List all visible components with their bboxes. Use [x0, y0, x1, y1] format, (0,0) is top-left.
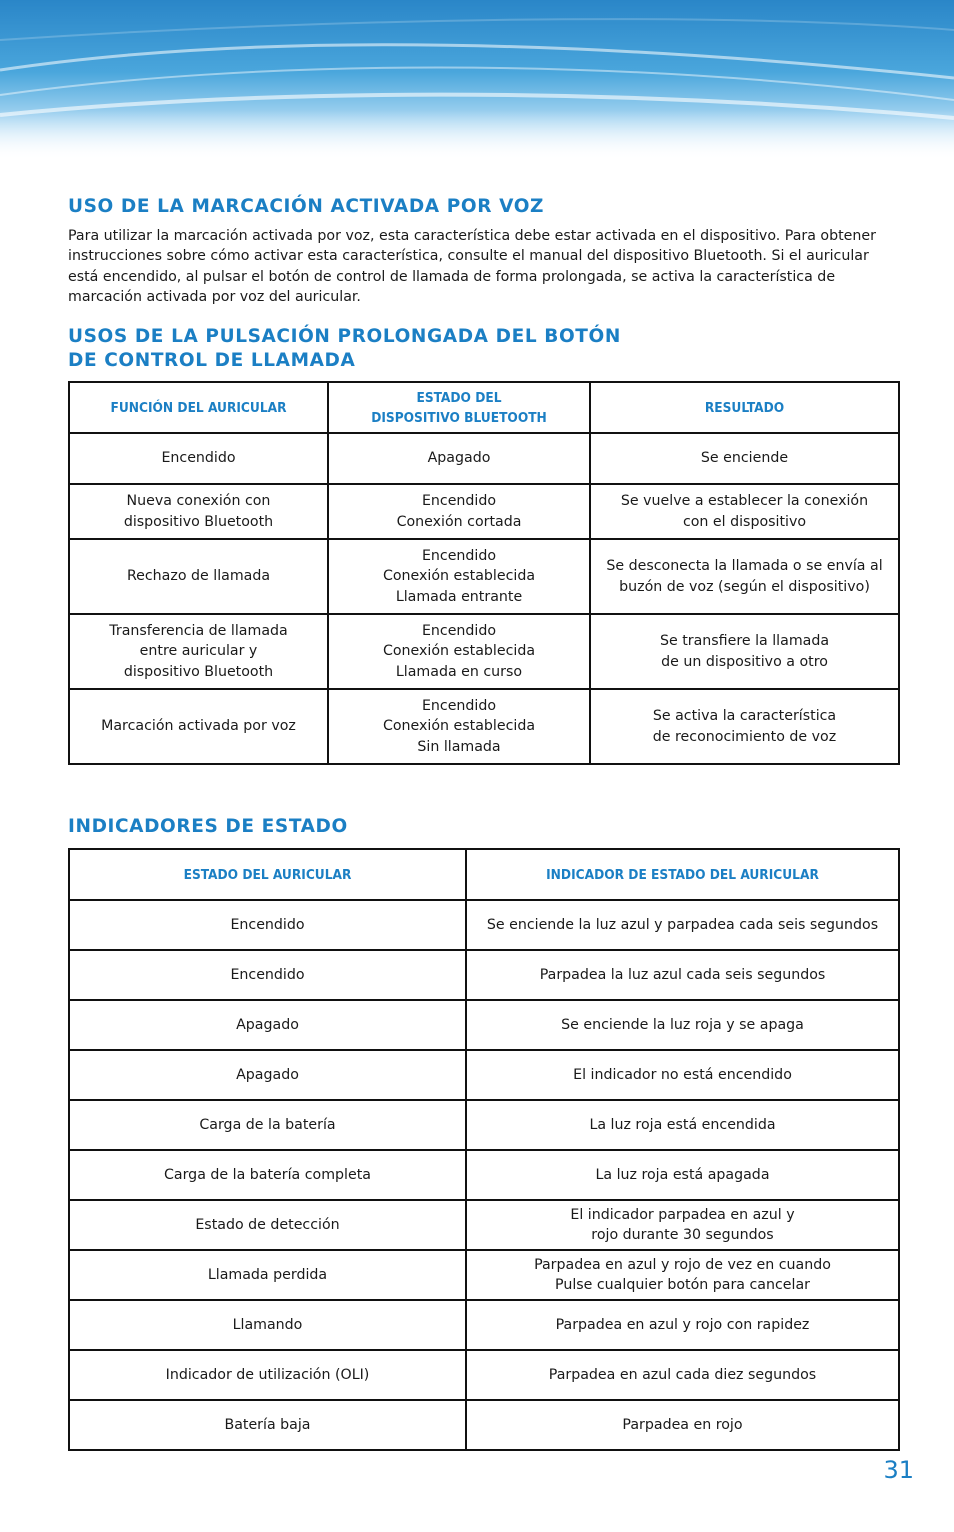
cell-text: entre auricular y — [139, 643, 258, 660]
long-press-table — [68, 381, 900, 765]
cell-text: Parpadea la luz azul cada seis segundos — [539, 966, 826, 983]
table-cell — [328, 539, 590, 614]
cell-text: Apagado — [427, 450, 491, 467]
column-header-line: DISPOSITIVO BLUETOOTH — [371, 409, 547, 426]
table-cell — [590, 614, 899, 689]
cell-text: Encendido — [421, 697, 497, 714]
cell-text: Llamada perdida — [207, 1266, 328, 1283]
cell-text: Parpadea en azul y rojo de vez en cuando — [534, 1256, 831, 1273]
table-cell — [69, 614, 328, 689]
cell-text: Pulse cualquier botón para cancelar — [555, 1277, 810, 1293]
cell-text: Conexión establecida — [382, 718, 536, 735]
table-header-row — [69, 382, 899, 433]
cell-text: Se transfiere la llamada — [659, 633, 830, 650]
table-row — [69, 950, 899, 1000]
section-title-line: USOS DE LA PULSACIÓN PROLONGADA DEL BOTÓN — [68, 326, 621, 347]
cell-text: Encendido — [421, 493, 497, 510]
table-cell — [466, 950, 899, 1000]
cell-text: El indicador parpadea en azul y — [570, 1206, 795, 1223]
cell-text: Encendido — [230, 916, 305, 933]
cell-text: Se enciende la luz azul y parpadea cada seis segundos — [486, 916, 879, 933]
column-header: RESULTADO — [590, 382, 899, 433]
table-cell — [69, 1150, 466, 1200]
table-cell — [69, 1050, 466, 1100]
cell-text: Parpadea en rojo — [622, 1416, 743, 1433]
section-title-long-press — [68, 325, 621, 373]
table-row — [69, 484, 899, 539]
table-row — [69, 1100, 899, 1150]
section-title-line: DE CONTROL DE LLAMADA — [68, 350, 356, 371]
cell-text: Nueva conexión con — [126, 493, 271, 510]
table-cell — [69, 950, 466, 1000]
table-cell — [69, 1350, 466, 1400]
cell-text: Indicador de utilización (OLI) — [165, 1366, 370, 1383]
cell-text: Encendido — [161, 450, 236, 467]
table-row — [69, 1300, 899, 1350]
table-cell — [466, 1050, 899, 1100]
cell-text: Apagado — [236, 1016, 299, 1033]
cell-text: Batería baja — [224, 1416, 311, 1433]
cell-text: Se activa la característica — [652, 708, 837, 725]
cell-text: Llamando — [232, 1316, 303, 1333]
table-cell — [328, 614, 590, 689]
cell-text: El indicador no está encendido — [573, 1066, 792, 1083]
table-row — [69, 1050, 899, 1100]
table-row — [69, 1150, 899, 1200]
table-cell — [466, 1300, 899, 1350]
cell-text: Transferencia de llamada — [109, 622, 288, 639]
cell-text: de reconocimiento de voz — [652, 728, 837, 745]
column-header — [328, 382, 590, 433]
table-row — [69, 1200, 899, 1250]
cell-text: Parpadea en azul y rojo con rapidez — [555, 1316, 810, 1333]
cell-text: Conexión establecida — [382, 568, 536, 585]
cell-text: con el dispositivo — [682, 513, 807, 530]
table-cell — [466, 1400, 899, 1450]
table-cell — [69, 1000, 466, 1050]
cell-text: Se enciende la luz roja y se apaga — [561, 1016, 804, 1033]
table-cell — [69, 1250, 466, 1300]
cell-text: Marcación activada por voz — [101, 718, 296, 735]
cell-text: Se desconecta la llamada o se envía al — [606, 558, 883, 575]
table-cell — [69, 689, 328, 764]
table-row — [69, 1250, 899, 1300]
cell-text: rojo durante 30 segundos — [591, 1227, 774, 1243]
table-cell — [328, 433, 590, 484]
table-cell — [69, 1300, 466, 1350]
table-row — [69, 1000, 899, 1050]
table-cell — [328, 689, 590, 764]
table-cell — [466, 1250, 899, 1300]
table-row — [69, 614, 899, 689]
cell-text: dispositivo Bluetooth — [123, 513, 274, 530]
table-row — [69, 539, 899, 614]
table-cell — [69, 433, 328, 484]
cell-text: dispositivo Bluetooth — [123, 663, 274, 680]
table-cell — [466, 900, 899, 950]
cell-text: Llamada entrante — [395, 588, 523, 605]
table-row — [69, 689, 899, 764]
table-cell — [466, 1000, 899, 1050]
table-cell — [69, 484, 328, 539]
table-cell — [69, 900, 466, 950]
cell-text: La luz roja está encendida — [589, 1116, 776, 1133]
table-row — [69, 1400, 899, 1450]
cell-text: Apagado — [236, 1066, 299, 1083]
voice-dialing-paragraph: Para utilizar la marcación activada por voz, esta característica debe estar activada en el dispositivo. Para obtener instrucciones sobre cómo activar esta característica, consulte el manual del dispositivo Bluetooth. Si el auricular está encendido, al pulsar el botón de control de llamada de forma prolongada, se activa la característica de marcación activada por voz del auricular. — [68, 228, 876, 306]
header-wave-banner — [0, 0, 954, 160]
column-header: FUNCIÓN DEL AURICULAR — [69, 382, 328, 433]
cell-text: Encendido — [230, 966, 305, 983]
cell-text: buzón de voz (según el dispositivo) — [619, 578, 870, 595]
table-cell — [590, 539, 899, 614]
table-cell — [69, 1200, 466, 1250]
cell-text: Se enciende — [700, 450, 789, 467]
table-row — [69, 900, 899, 950]
table-header-row — [69, 849, 899, 900]
cell-text: Se vuelve a establecer la conexión — [620, 493, 869, 510]
table-cell — [466, 1200, 899, 1250]
column-header-line: ESTADO DEL — [416, 389, 502, 406]
cell-text: Llamada en curso — [395, 663, 523, 680]
table-cell — [466, 1100, 899, 1150]
table-cell — [69, 1100, 466, 1150]
column-header: ESTADO DEL AURICULAR — [69, 849, 466, 900]
table-row — [69, 433, 899, 484]
table-row — [69, 1350, 899, 1400]
section-title-status-indicators: INDICADORES DE ESTADO — [68, 816, 348, 837]
table-cell — [590, 689, 899, 764]
cell-text: Carga de la batería completa — [164, 1166, 371, 1183]
cell-text: Carga de la batería — [199, 1116, 336, 1133]
cell-text: Parpadea en azul cada diez segundos — [548, 1366, 817, 1383]
page-number: 31 — [883, 1456, 914, 1484]
table-cell — [466, 1150, 899, 1200]
cell-text: Encendido — [421, 622, 497, 639]
cell-text: Rechazo de llamada — [126, 568, 271, 585]
table-cell — [69, 1400, 466, 1450]
cell-text: Conexión establecida — [382, 643, 536, 660]
cell-text: Estado de detección — [195, 1216, 340, 1233]
section-title-voice-dialing: USO DE LA MARCACIÓN ACTIVADA POR VOZ — [68, 196, 545, 217]
table-cell — [590, 433, 899, 484]
table-cell — [590, 484, 899, 539]
cell-text: Conexión cortada — [396, 513, 522, 530]
cell-text: La luz roja está apagada — [595, 1166, 770, 1183]
column-header: INDICADOR DE ESTADO DEL AURICULAR — [466, 849, 899, 900]
table-cell — [466, 1350, 899, 1400]
cell-text: de un dispositivo a otro — [661, 653, 828, 670]
cell-text: Encendido — [421, 547, 497, 564]
table-cell — [69, 539, 328, 614]
cell-text: Sin llamada — [417, 738, 501, 755]
table-cell — [328, 484, 590, 539]
status-indicators-table — [68, 848, 900, 1451]
